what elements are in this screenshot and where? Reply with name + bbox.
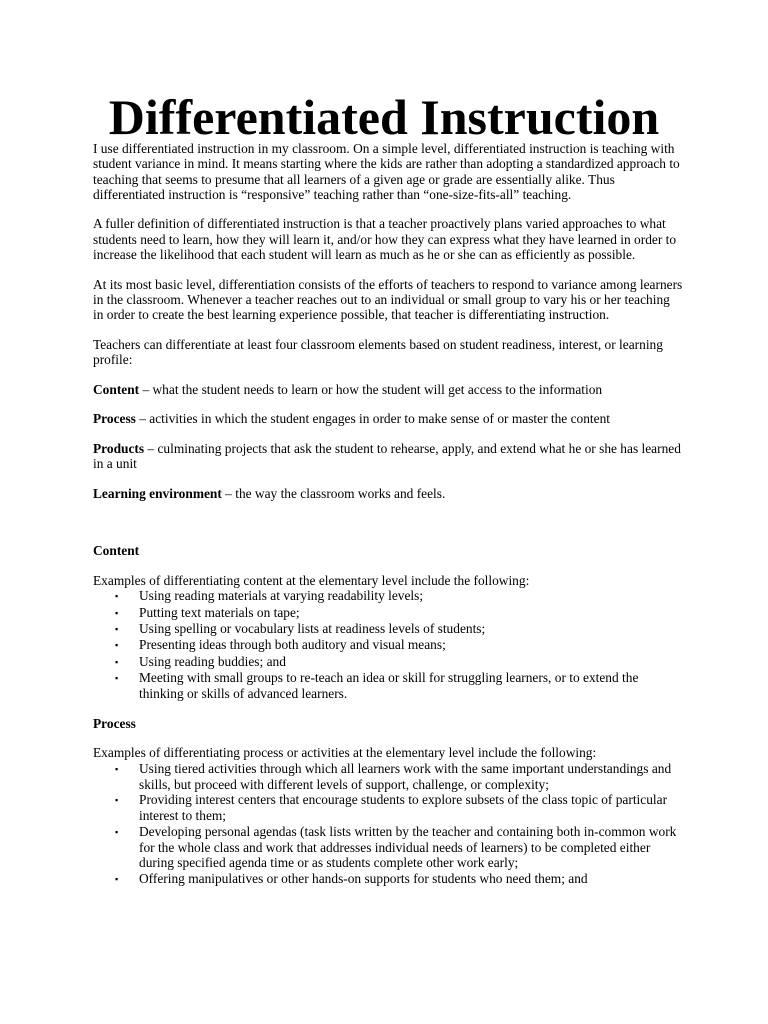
intro-paragraph: I use differentiated instruction in my classroom. On a simple level, differentiated instruction is teaching with student variance in mind. It means starting where the kids are rather than adopting a standardized approach to teaching that seems to presume that all learners of a given age or grade are essentially alike. Thus differentiated instruction is “responsive” teaching rather than “one-size-fits-all” teaching. <box>93 141 680 202</box>
element-text: – the way the classroom works and feels. <box>221 485 446 501</box>
process-bullet-list <box>93 761 683 887</box>
process-intro: Examples of differentiating process or activities at the elementary level include the following: <box>93 745 597 761</box>
square-bullet-icon: ▪ <box>115 763 119 774</box>
page-title: Differentiated Instruction <box>108 89 660 145</box>
content-bullet-list <box>93 588 683 701</box>
content-intro: Examples of differentiating content at the elementary level include the following: <box>93 573 530 589</box>
square-bullet-icon: ▪ <box>115 826 119 837</box>
element-text: – culminating projects that ask the student to rehearse, apply, and extend what he or she has learned in a unit <box>93 440 681 472</box>
square-bullet-icon: ▪ <box>115 656 119 667</box>
content-examples <box>93 573 683 701</box>
square-bullet-icon: ▪ <box>115 640 119 651</box>
intro-paragraph: A fuller definition of differentiated instruction is that a teacher proactively plans varied approaches to what students need to learn, how they will learn it, and/or how they can express what they have learned in order to increase the likelihood that each student will learn as much as he or she can as efficiently as possible. <box>93 216 677 263</box>
element-term: Products <box>93 440 145 456</box>
square-bullet-icon: ▪ <box>115 591 119 602</box>
process-examples <box>93 745 683 887</box>
element-term: Learning environment <box>93 485 222 501</box>
element-term: Process <box>93 411 136 427</box>
element-definition <box>93 382 683 397</box>
list-item: ▪ Presenting ideas through both auditory and visual means; <box>93 637 683 653</box>
list-item: ▪ Meeting with small groups to re-teach an idea or skill for struggling learners, or to extend the thinking or skills of advanced learners. <box>93 670 683 702</box>
square-bullet-icon: ▪ <box>115 672 119 683</box>
square-bullet-icon: ▪ <box>115 873 119 884</box>
spacer <box>93 515 683 543</box>
list-item: ▪ Using reading materials at varying readability levels; <box>93 588 683 604</box>
list-item: ▪ Offering manipulatives or other hands-on supports for students who need them; and <box>93 871 683 887</box>
element-term: Content <box>93 381 140 397</box>
section-heading-content: Content <box>93 543 140 559</box>
list-item: ▪ Providing interest centers that encourage students to explore subsets of the class topic of particular interest to them; <box>93 792 683 824</box>
list-item: ▪ Using reading buddies; and <box>93 654 683 670</box>
element-text: – what the student needs to learn or how the student will get access to the information <box>139 381 603 397</box>
list-item: ▪ Using tiered activities through which all learners work with the same important understandings and skills, but proceed with different levels of support, challenge, or complexity; <box>93 761 683 793</box>
square-bullet-icon: ▪ <box>115 795 119 806</box>
list-item: ▪ Developing personal agendas (task lists written by the teacher and containing both in-common work for the whole class and work that addresses individual needs of learners) to be completed either during specified agenda time or as students complete other work early; <box>93 824 683 871</box>
intro-paragraph: Teachers can differentiate at least four classroom elements based on student readiness, interest, or learning profile: <box>93 336 663 368</box>
element-definition <box>93 411 683 426</box>
element-definition <box>93 486 683 501</box>
section-heading-process: Process <box>93 715 136 731</box>
square-bullet-icon: ▪ <box>115 623 119 634</box>
element-definition <box>93 441 683 472</box>
intro-paragraph: At its most basic level, differentiation consists of the efforts of teachers to respond to variance among learners in the classroom. Whenever a teacher reaches out to an individual or small group to vary his or her teaching in order to create the best learning experience possible, that teacher is differentiating instruction. <box>93 276 683 323</box>
list-item: ▪ Using spelling or vocabulary lists at readiness levels of students; <box>93 621 683 637</box>
element-text: – activities in which the student engages in order to make sense of or master the content <box>135 411 611 427</box>
square-bullet-icon: ▪ <box>115 607 119 618</box>
document-body <box>93 141 683 887</box>
list-item: ▪ Putting text materials on tape; <box>93 605 683 621</box>
